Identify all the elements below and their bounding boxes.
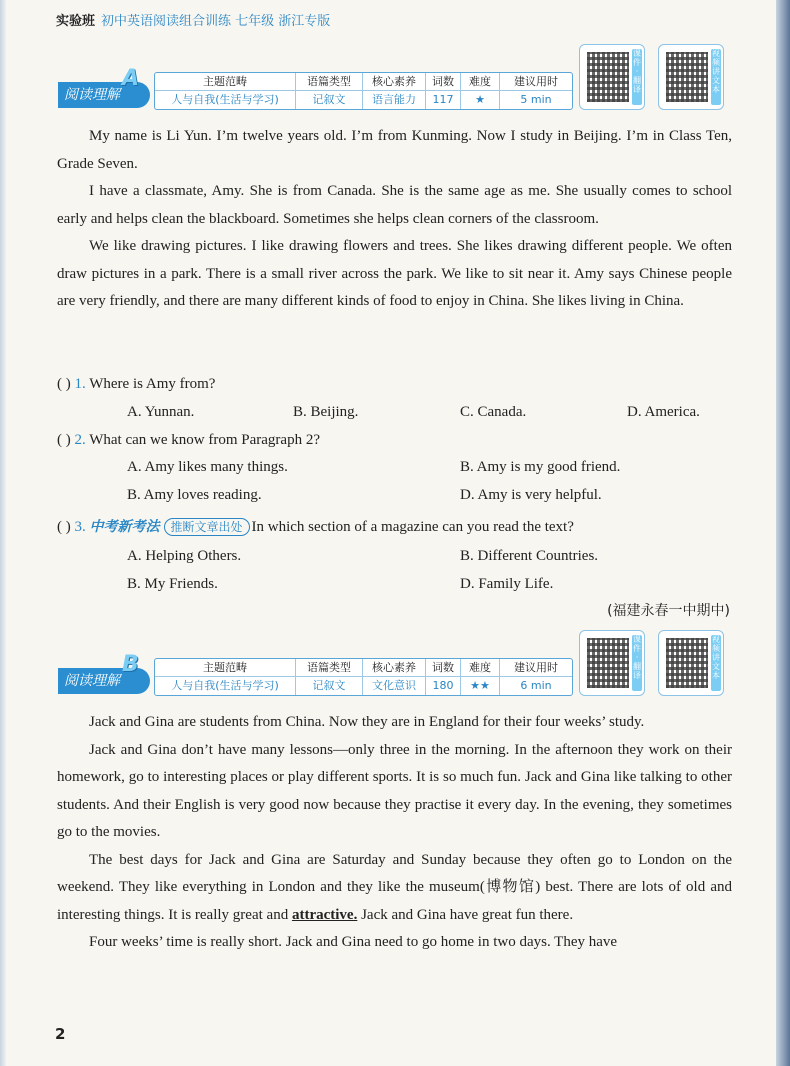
option[interactable]: A. Helping Others. — [127, 548, 242, 564]
answer-blank[interactable]: ( ) — [57, 519, 71, 535]
qr-pattern — [587, 52, 629, 102]
exam-tag: 中考新考法 — [89, 519, 160, 535]
passage-paragraph: Four weeks’ time is really short. Jack and Gina need to go home in two days. They have — [89, 934, 618, 950]
option[interactable]: A. Yunnan. — [127, 404, 195, 420]
qr-code-a1[interactable] — [579, 44, 645, 110]
qr-label: 课件·翻译 — [632, 49, 642, 105]
question-number: 3. — [74, 519, 86, 535]
text-run: Jack and Gina have great fun there. — [357, 906, 574, 923]
passage-b — [57, 709, 732, 957]
question-text: Where is Amy from? — [89, 376, 216, 392]
option[interactable]: B. Beijing. — [293, 404, 359, 420]
meta-header: 建议用时 — [500, 73, 572, 91]
qr-code-a2[interactable] — [658, 44, 724, 110]
meta-header: 难度 — [461, 73, 499, 91]
meta-header: 核心素养 — [363, 659, 425, 677]
text-run: The best days for Jack and Gina are Saturday and Sunday because they often go to London on the weekend. They like everything in London and they like the museum(博物馆) best. There are lots of old and interesting things. It is really great and — [57, 851, 732, 923]
running-header — [56, 10, 330, 29]
option[interactable]: D. America. — [627, 404, 700, 420]
question-text: What can we know from Paragraph 2? — [89, 432, 320, 448]
meta-value: 记叙文 — [312, 93, 346, 106]
meta-header: 核心素养 — [363, 73, 425, 91]
passage-paragraph: We like drawing pictures. I like drawing flowers and trees. She likes drawing different people. We often draw pictures in a park. There is a small river across the park. We like to sit near it. Amy says Chinese people are very friendly, and there are many different kinds of food to enjoy in China. She likes living in China. — [57, 238, 732, 309]
meta-header: 建议用时 — [500, 659, 572, 677]
section-b-badge: 阅读理解 — [58, 668, 150, 694]
qr-pattern — [587, 638, 629, 688]
question-number: 2. — [74, 432, 86, 448]
meta-value: 语言能力 — [372, 93, 416, 106]
section-a-letter: A — [122, 66, 140, 91]
qr-pattern — [666, 638, 708, 688]
meta-header: 语篇类型 — [296, 73, 362, 91]
meta-header: 语篇类型 — [296, 659, 362, 677]
meta-value: ★ — [475, 93, 485, 106]
meta-value: 记叙文 — [312, 679, 346, 692]
meta-header: 词数 — [426, 73, 460, 91]
question-number: 1. — [74, 376, 86, 392]
passage-paragraph: I have a classmate, Amy. She is from Canada. She is the same age as me. She usually comes to school early and helps clean the blackboard. Sometimes she helps clean corners of the classroom. — [57, 183, 732, 227]
series-name: 实验班 — [56, 14, 96, 29]
page-right-edge — [776, 0, 790, 1066]
meta-header: 难度 — [461, 659, 499, 677]
option[interactable]: B. My Friends. — [127, 576, 218, 592]
meta-value: ★★ — [470, 679, 490, 692]
key-word: attractive. — [291, 906, 358, 923]
passage-a — [57, 123, 732, 316]
qr-label: 视频讲文本 — [711, 635, 721, 691]
question-1 — [57, 376, 215, 393]
option[interactable]: D. Amy is very helpful. — [460, 487, 602, 503]
passage-paragraph: Jack and Gina are students from China. Now they are in England for their four weeks’ study. — [89, 714, 645, 730]
skill-tag: 推断文章出处 — [164, 518, 250, 536]
source-note: (福建永春一中期中) — [607, 603, 730, 619]
page-number: 2 — [55, 1025, 66, 1043]
option[interactable]: B. Amy loves reading. — [127, 487, 262, 503]
option[interactable]: C. Canada. — [460, 404, 527, 420]
question-2 — [57, 432, 320, 449]
question-3 — [57, 516, 574, 536]
meta-value: 180 — [432, 679, 454, 692]
meta-value: 5 min — [520, 93, 552, 106]
qr-label: 视频讲文本 — [711, 49, 721, 105]
meta-value: 6 min — [520, 679, 552, 692]
qr-code-b2[interactable] — [658, 630, 724, 696]
option[interactable]: A. Amy likes many things. — [127, 459, 288, 475]
answer-blank[interactable]: ( ) — [57, 376, 71, 392]
section-b-meta-table — [154, 658, 573, 696]
meta-value: 人与自我(生活与学习) — [171, 679, 279, 692]
option[interactable]: B. Different Countries. — [460, 548, 599, 564]
meta-value: 人与自我(生活与学习) — [171, 93, 279, 106]
passage-paragraph: My name is Li Yun. I’m twelve years old. I’m from Kunming. Now I study in Beijing. I’m in Class Ten, Grade Seven. — [57, 128, 732, 172]
passage-paragraph — [57, 847, 732, 930]
page-left-edge — [0, 0, 6, 1066]
meta-header: 词数 — [426, 659, 460, 677]
section-a-meta-table — [154, 72, 573, 110]
meta-value: 117 — [432, 93, 454, 106]
book-subtitle: 初中英语阅读组合训练 七年级 浙江专版 — [101, 14, 331, 29]
qr-code-b1[interactable] — [579, 630, 645, 696]
answer-blank[interactable]: ( ) — [57, 432, 71, 448]
option[interactable]: D. Family Life. — [460, 576, 554, 592]
meta-header: 主题范畴 — [155, 73, 295, 91]
meta-header: 主题范畴 — [155, 659, 295, 677]
option[interactable]: B. Amy is my good friend. — [460, 459, 621, 475]
passage-paragraph: Jack and Gina don’t have many lessons—only three in the morning. In the afternoon they work on their homework, go to interesting places or play different sports. It is so much fun. Jack and Gina like talking to other students. And their English is very good now because they practise it every day. In the evening, they sometimes go to the movies. — [57, 741, 732, 840]
section-b-letter: B — [122, 652, 139, 677]
section-a-badge: 阅读理解 — [58, 82, 150, 108]
qr-pattern — [666, 52, 708, 102]
question-text: In which section of a magazine can you read the text? — [251, 519, 574, 535]
meta-value: 文化意识 — [372, 679, 416, 692]
qr-label: 课件·翻译 — [632, 635, 642, 691]
